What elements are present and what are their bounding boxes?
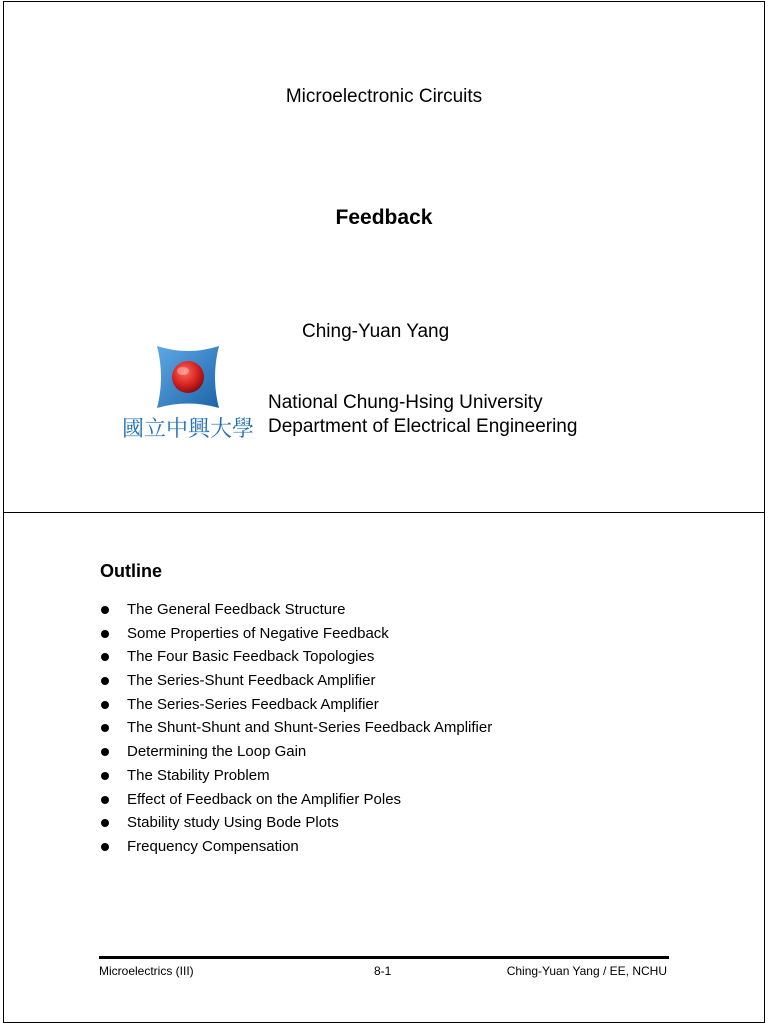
university-name: National Chung-Hsing University (268, 392, 543, 413)
outline-item: Determining the Loop Gain (100, 740, 492, 764)
footer-page-number: 8-1 (374, 964, 392, 978)
university-logo (121, 344, 255, 444)
bullet-icon (101, 630, 109, 638)
outline-slide (3, 512, 765, 1023)
bullet-icon (101, 772, 109, 780)
outline-item: Frequency Compensation (100, 835, 492, 859)
bullet-icon (101, 748, 109, 756)
outline-heading: Outline (100, 561, 162, 581)
outline-item: The Series-Shunt Feedback Amplifier (100, 669, 492, 693)
slide-title: Feedback (335, 206, 433, 229)
bullet-icon (101, 843, 109, 851)
outline-item: Stability study Using Bode Plots (100, 811, 492, 835)
university-emblem-icon (121, 344, 255, 444)
bullet-icon (101, 796, 109, 804)
footer-author: Ching-Yuan Yang / EE, NCHU (506, 964, 667, 978)
title-slide (3, 1, 765, 513)
outline-list (100, 598, 492, 859)
footer-rule (99, 956, 669, 959)
bullet-icon (101, 724, 109, 732)
outline-item: Some Properties of Negative Feedback (100, 622, 492, 646)
department-name: Department of Electrical Engineering (268, 416, 578, 437)
bullet-icon (101, 701, 109, 709)
logo-caption: 國立中興大學 (121, 417, 255, 442)
outline-item: The Four Basic Feedback Topologies (100, 645, 492, 669)
bullet-icon (101, 606, 109, 614)
outline-item: The General Feedback Structure (100, 598, 492, 622)
outline-item: The Series-Series Feedback Amplifier (100, 693, 492, 717)
bullet-icon (101, 677, 109, 685)
course-title: Microelectronic Circuits (285, 86, 483, 107)
outline-item: The Shunt-Shunt and Shunt-Series Feedback Amplifier (100, 716, 492, 740)
outline-item: The Stability Problem (100, 764, 492, 788)
outline-item: Effect of Feedback on the Amplifier Poles (100, 788, 492, 812)
bullet-icon (101, 653, 109, 661)
footer-course: Microelectrics (III) (99, 964, 194, 978)
bullet-icon (101, 819, 109, 827)
author-name: Ching-Yuan Yang (302, 321, 450, 342)
